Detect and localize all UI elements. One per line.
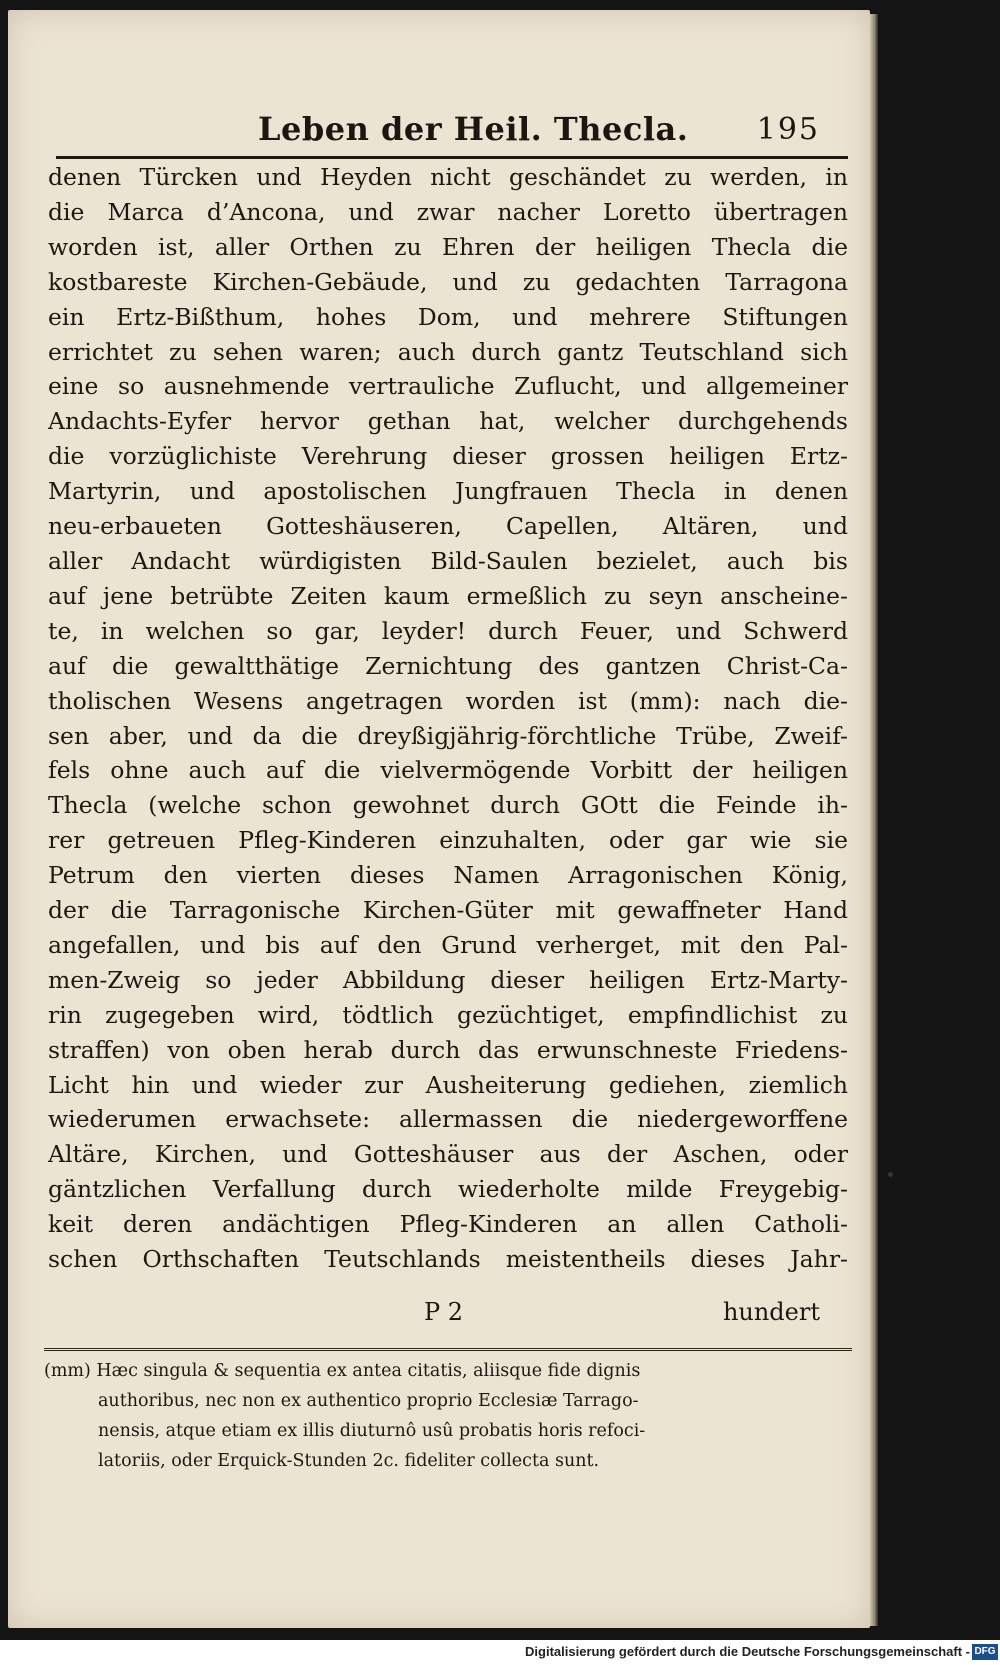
text-line: Thecla (welche schon gewohnet durch GOtt die Feinde ih-: [48, 791, 848, 820]
text-line: Andachts-Eyfer hervor gethan hat, welcher durchgehends: [48, 407, 848, 436]
catchword: hundert: [722, 1298, 820, 1326]
book-page: [8, 10, 870, 1628]
text-line: Altäre, Kirchen, und Gotteshäuser aus der Aschen, oder: [48, 1140, 848, 1169]
footnote: [44, 1356, 848, 1476]
text-line: fels ohne auch auf die vielvermögende Vorbitt der heiligen: [48, 756, 848, 785]
credit-bar: [0, 1640, 1000, 1665]
text-line: denen Türcken und Heyden nicht geschändet zu werden, in: [48, 163, 848, 191]
text-line: rer getreuen Pfleg-Kinderen einzuhalten, oder gar wie sie: [48, 826, 848, 855]
dfg-logo: DFG: [972, 1644, 998, 1660]
header-rule: [56, 156, 848, 159]
credit-text: Digitalisierung gefördert durch die Deutsche Forschungsgemeinschaft -: [525, 1644, 970, 1659]
text-line: auf jene betrübte Zeiten kaum ermeßlich zu seyn anscheine-: [48, 581, 848, 610]
text-line: die vorzüglichiste Verehrung dieser grossen heiligen Ertz-: [48, 442, 848, 471]
catch-line: [48, 1298, 848, 1334]
main-text: [48, 160, 848, 1277]
text-line: ein Ertz-Bißthum, hohes Dom, und mehrere Stiftungen: [48, 302, 848, 331]
text-line: aller Andacht würdigisten Bild-Saulen bezielet, auch bis: [48, 546, 848, 575]
footnote-line: authoribus, nec non ex authentico proprio Ecclesiæ Tarrago-: [98, 1391, 639, 1411]
text-line: sen aber, und da die dreyßigjährig-förchtliche Trübe, Zweif-: [48, 721, 848, 750]
text-line: der die Tarragonische Kirchen-Güter mit gewaffneter Hand: [48, 896, 848, 925]
text-line: keit deren andächtigen Pfleg-Kinderen an allen Catholi-: [48, 1210, 848, 1239]
text-line: die Marca d’Ancona, und zwar nacher Loretto übertragen: [48, 197, 848, 226]
dust-speck: [888, 1172, 893, 1177]
footnote-line: nensis, atque etiam ex illis diuturnô usû probatis horis refoci-: [98, 1421, 646, 1441]
text-line: neu-erbaueten Gotteshäuseren, Capellen, Altären, und: [48, 512, 848, 541]
text-line: tholischen Wesens angetragen worden ist (mm): nach die-: [48, 686, 848, 715]
footnote-line: latoriis, oder Erquick-Stunden 2c. fideliter collecta sunt.: [98, 1451, 600, 1471]
text-line: Petrum den vierten dieses Namen Arragonischen König,: [48, 861, 848, 890]
text-line: eine so ausnehmende vertrauliche Zuflucht, und allgemeiner: [48, 372, 848, 401]
text-line: angefallen, und bis auf den Grund verherget, mit den Pal-: [48, 930, 848, 959]
text-line: te, in welchen so gar, leyder! durch Feuer, und Schwerd: [48, 616, 848, 645]
text-line: errichtet zu sehen waren; auch durch gantz Teutschland sich: [48, 337, 848, 366]
page-number: 195: [756, 112, 820, 147]
footnote-rule: [44, 1348, 852, 1351]
running-title: Leben der Heil. Thecla.: [258, 110, 689, 148]
text-line: auf die gewaltthätige Zernichtung des gantzen Christ-Ca-: [48, 651, 848, 680]
running-head: [258, 110, 828, 154]
text-line: worden ist, aller Orthen zu Ehren der heiligen Thecla die: [48, 232, 848, 261]
text-line: Licht hin und wieder zur Ausheiterung gediehen, ziemlich: [48, 1070, 848, 1099]
footnote-line: (mm) Hæc singula & sequentia ex antea citatis, aliisque fide dignis: [44, 1361, 641, 1381]
text-line: straffen) von oben herab durch das erwunschneste Friedens-: [48, 1035, 848, 1064]
text-line: men-Zweig so jeder Abbildung dieser heiligen Ertz-Marty-: [48, 965, 848, 994]
text-line: Martyrin, und apostolischen Jungfrauen Thecla in denen: [48, 477, 848, 506]
sheet-signature: P 2: [424, 1298, 464, 1326]
text-line: kostbareste Kirchen-Gebäude, und zu gedachten Tarragona: [48, 267, 848, 296]
text-line: wiederumen erwachsete: allermassen die niedergeworffene: [48, 1105, 848, 1134]
page-edge: [870, 14, 878, 1626]
text-line: schen Orthschaften Teutschlands meistentheils dieses Jahr-: [48, 1245, 848, 1274]
text-line: gäntzlichen Verfallung durch wiederholte milde Freygebig-: [48, 1175, 848, 1204]
text-line: rin zugegeben wird, tödtlich gezüchtiget, empfindlichist zu: [48, 1000, 848, 1029]
